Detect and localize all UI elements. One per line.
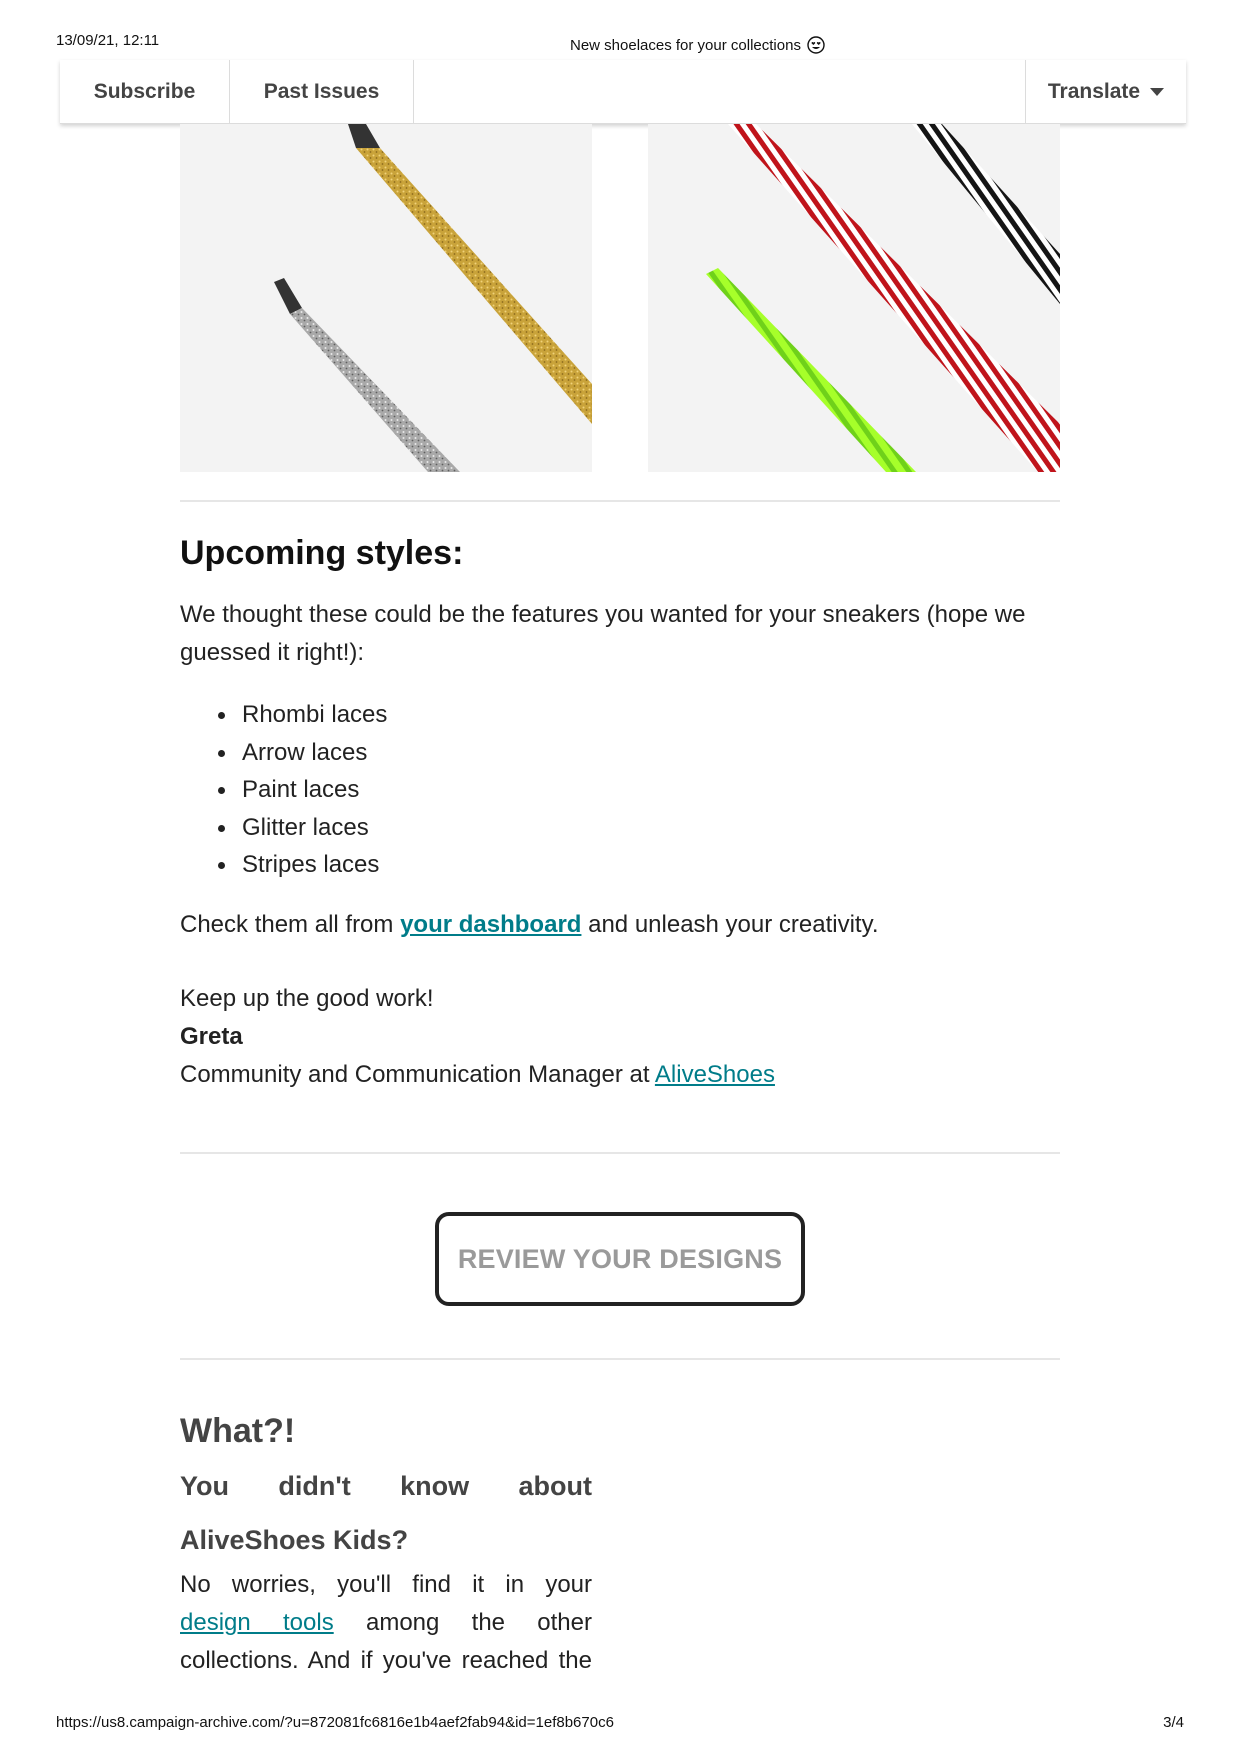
subscribe-button[interactable]: Subscribe [60,60,230,124]
list-item: Glitter laces [242,809,387,847]
translate-label: Translate [1047,80,1141,103]
print-title-text: New shoelaces for your collections [570,36,801,54]
design-tools-link[interactable]: design tools [180,1609,334,1636]
kids-subheading-line2: AliveShoes Kids? [180,1525,409,1555]
signer-role [180,1056,1060,1094]
section-divider [180,500,1060,502]
upcoming-styles-heading: Upcoming styles: [180,534,464,572]
kids-body-line1: No worries, you'll find it in your [180,1571,592,1598]
dashboard-paragraph [180,906,1060,944]
role-prefix: Community and Communication Manager at [180,1061,655,1088]
signer-name: Greta [180,1023,243,1050]
kids-body [180,1566,592,1680]
styles-list [242,696,387,884]
list-item: Paint laces [242,771,387,809]
section-divider [180,1358,1060,1360]
metallic-laces-image [180,124,592,472]
kids-body-line3: collections. And if you've reached the [180,1647,592,1674]
translate-dropdown[interactable] [1026,60,1186,124]
signoff-text: Keep up the good work! [180,985,434,1012]
list-item: Rhombi laces [242,696,387,734]
review-designs-button[interactable] [435,1212,805,1306]
heart-eyes-emoji-icon [807,36,825,54]
print-title [570,36,825,54]
kids-body-line2 [180,1604,592,1642]
what-heading: What?! [180,1412,296,1450]
section-divider [180,1152,1060,1154]
chevron-down-icon [1150,88,1164,96]
upcoming-intro: We thought these could be the features you wanted for your sneakers (hope we guessed it right!): [180,601,1026,666]
list-item: Arrow laces [242,734,387,772]
past-issues-button[interactable]: Past Issues [230,60,414,124]
archive-nav-bar [60,60,1186,124]
nav-spacer [414,60,1026,124]
aliveshoes-link[interactable]: AliveShoes [654,1061,775,1088]
print-page-number: 3/4 [1163,1714,1184,1731]
dashboard-link[interactable]: your dashboard [400,911,582,938]
print-datetime: 13/09/21, 12:11 [56,32,160,49]
check-suffix: and unleash your creativity. [581,911,879,938]
review-designs-label: REVIEW YOUR DESIGNS [457,1243,783,1274]
kids-body-line2-text: among the other [333,1609,592,1636]
kids-subheading-line1: You didn't know about [180,1471,592,1501]
check-prefix: Check them all from [180,911,401,938]
list-item: Stripes laces [242,846,387,884]
print-url: https://us8.campaign-archive.com/?u=872081fc6816e1b4aef2fab94&id=1ef8b670c6 [56,1714,614,1731]
striped-laces-image [648,124,1060,472]
